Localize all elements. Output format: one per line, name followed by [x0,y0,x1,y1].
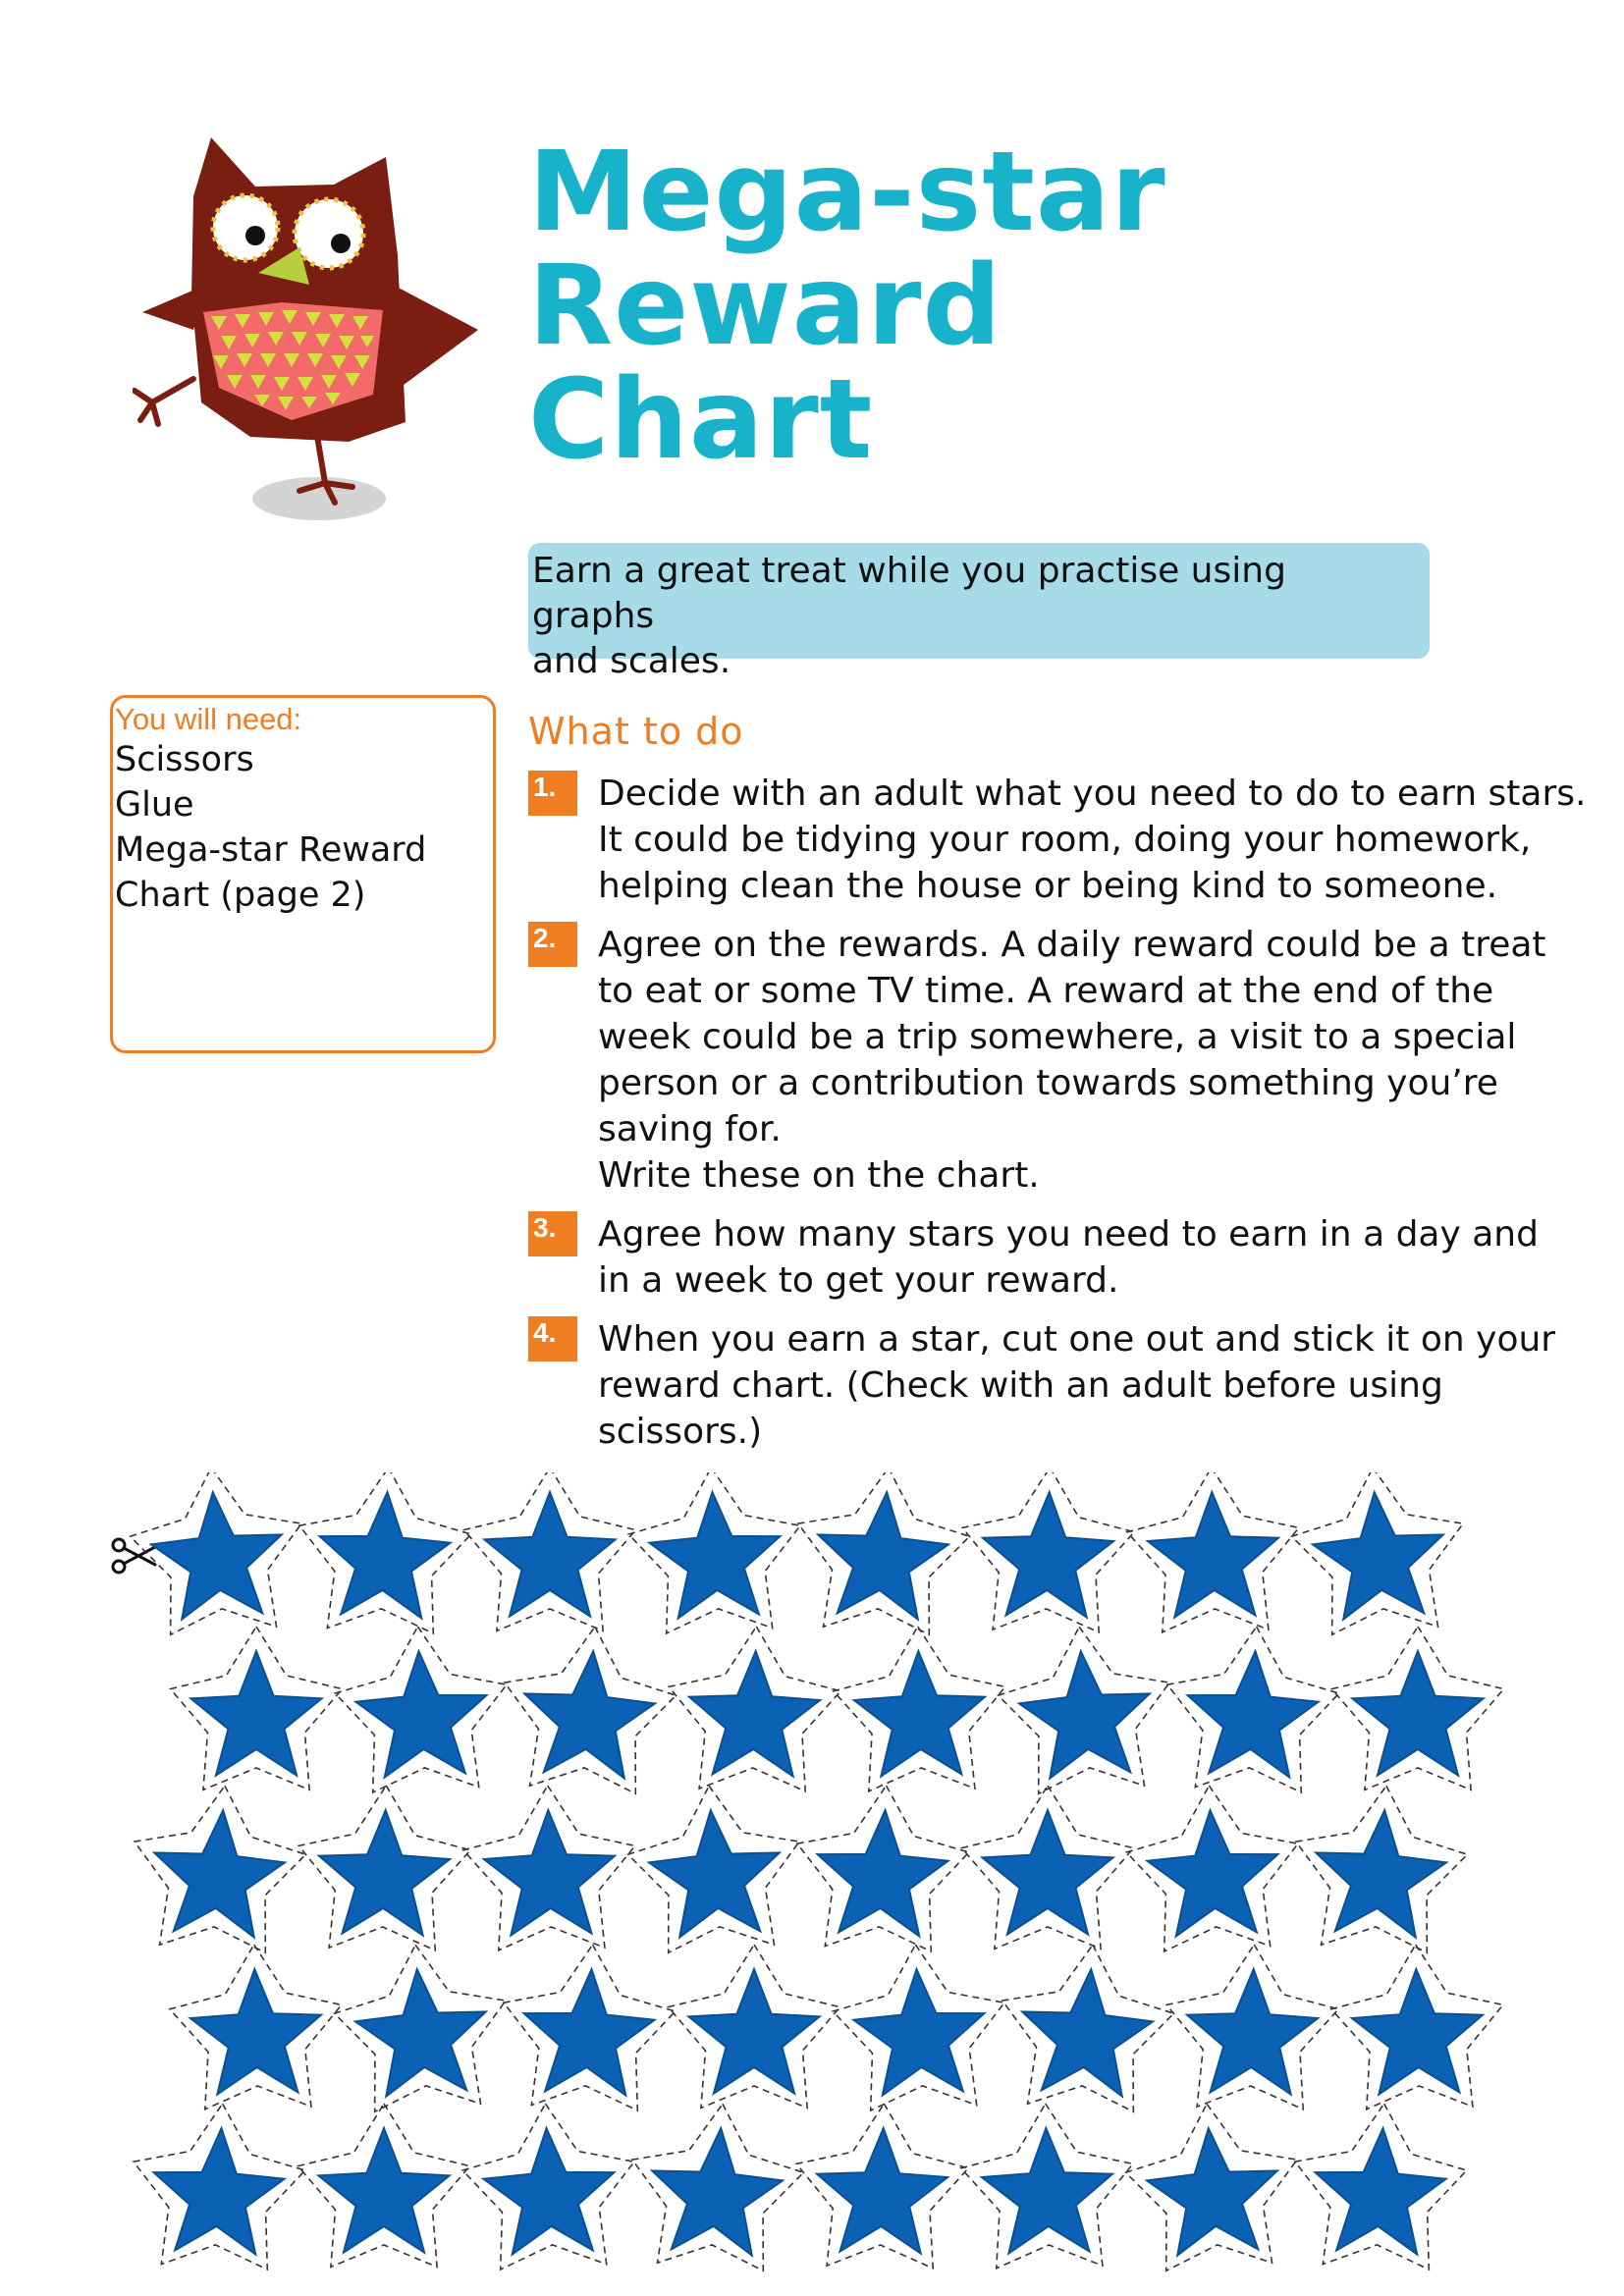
star-cutout [505,1627,677,1793]
star-icon [1316,2128,1446,2255]
star-cutout [1332,1627,1504,1789]
step-text-line: week could be a trip somewhere, a visit to a special [598,1017,1517,1057]
star-cutout [1331,1945,1503,2109]
materials-item-scissors: Scissors [115,740,254,779]
star-icon [190,1651,321,1776]
star-cutout [298,1786,470,1950]
title-line-1: Mega-star [528,129,1166,256]
star-cutout [1295,2104,1467,2269]
star-cutout [833,1945,1004,2110]
star-cutout [134,2104,305,2269]
star-cutout [1126,2104,1298,2270]
step-text-line: in a week to get your reward. [598,1260,1119,1301]
star-icon [818,1810,948,1937]
what-to-do-heading: What to do [528,710,744,753]
star-icon [853,1969,984,2096]
star-cutout [834,1627,1005,1791]
step-text-line: Agree on the rewards. A daily reward could be a treat [598,925,1546,965]
star-icon [1187,1969,1318,2095]
step-3 [528,1211,1549,1304]
step-text-line: to eat or some TV time. A reward at the end of the [598,971,1494,1011]
owl-eye-right [295,199,363,268]
star-cutout [462,2104,634,2269]
star-icon [818,1492,948,1619]
star-cutout [1292,1472,1464,1634]
step-number-badge: 2. [528,922,577,967]
star-cutout [1296,1786,1468,1952]
step-text-line: When you earn a star, cut one out and stick it on your [598,1319,1556,1360]
star-cutout [1002,1945,1174,2111]
star-cutout [299,1472,471,1633]
title-line-2: Reward [528,242,1002,370]
star-icon [1316,1810,1446,1937]
title-line-3: Chart [528,356,874,484]
star-cutout [171,1627,343,1789]
step-2 [528,922,1549,1199]
star-icon [1352,1651,1483,1776]
star-cutout [504,1945,676,2110]
page-title [528,129,1166,484]
star-icon [190,1969,321,2095]
step-number-badge: 4. [528,1316,577,1362]
materials-heading: You will need: [115,702,302,736]
star-icon [817,2128,947,2254]
step-text-line: person or a contribution towards something you’re [598,1063,1498,1103]
star-icon [484,1810,615,1936]
star-cutout [796,2104,968,2269]
star-icon [652,2128,783,2255]
step-text-line: saving for. [598,1109,782,1149]
materials-box [110,695,496,1053]
star-icon [318,2128,449,2253]
star-icon [484,1492,615,1617]
step-text-line: reward chart. (Check with an adult before using [598,1365,1443,1406]
intro-banner [528,543,1430,681]
step-number-badge: 3. [528,1211,577,1256]
star-icon [983,1492,1113,1618]
star-icon [688,1969,819,2094]
star-cutout [669,1945,840,2108]
star-icon [319,1810,450,1936]
star-icon [355,1651,486,1778]
star-cutout [298,2104,470,2267]
step-1 [528,771,1587,909]
star-cutout [1167,1627,1339,1792]
star-icon [320,1492,451,1619]
star-cutout [999,1627,1170,1793]
step-text-line: Write these on the chart. [598,1155,1040,1196]
steps-list [528,771,1587,1468]
star-cutout [798,1472,970,1634]
star-cutout [1166,1945,1338,2109]
star-icon [524,1969,655,2096]
materials-item-chart-line-1: Mega-star Reward [115,830,427,870]
star-cutout [135,1786,306,1952]
star-cutout [335,1945,506,2111]
star-cutout [463,1786,635,1950]
star-cutout [632,2104,804,2270]
materials-item-chart-line-2: Chart (page 2) [115,876,366,915]
star-icon [1022,1969,1153,2096]
intro-line-2: and scales. [532,641,731,681]
star-icon [689,1651,820,1777]
star-icon [982,2128,1112,2254]
step-text-line: helping clean the house or being kind to someone. [598,866,1498,906]
step-text-line: Agree how many stars you need to earn in a day and [598,1214,1539,1255]
star-cutout [962,1786,1134,1949]
star-cutout [628,1472,800,1633]
star-cutout [170,1945,342,2109]
star-icon [1188,1651,1319,1778]
star-cutout [464,1472,636,1630]
step-text-line: scissors.) [598,1412,763,1452]
star-cutout [1126,1786,1298,1951]
star-cutout [669,1627,840,1791]
star-icon [854,1651,985,1777]
star-cutout [797,1786,969,1951]
step-text-line: It could be tidying your room, doing your homework, [598,820,1532,860]
step-text-line: Decide with an adult what you need to do to earn stars. [598,774,1587,814]
star-cutout [1127,1472,1299,1632]
star-icon [1352,1969,1483,2095]
owl-illustration [133,137,496,530]
star-icon [483,2128,614,2255]
star-icon [982,1810,1112,1935]
star-cutout [961,2104,1133,2269]
star-cutout [962,1472,1134,1632]
materials-item-glue: Glue [115,785,194,825]
star-cutout [628,1786,800,1952]
star-icon [154,2128,285,2255]
step-number-badge: 1. [528,771,577,816]
star-icon [524,1651,655,1778]
star-icon [649,1492,780,1619]
intro-line-1: Earn a great treat while you practise using graphs [532,551,1286,636]
step-4 [528,1316,1556,1455]
star-cutout [131,1472,302,1634]
star-cutout [335,1627,507,1792]
star-cutout-sheet [0,1472,1624,2296]
owl-wing-right [393,285,478,391]
star-icon [154,1810,285,1937]
owl-eye-left [213,195,278,260]
star-icon [1148,1492,1278,1618]
star-icon [1147,1810,1277,1937]
